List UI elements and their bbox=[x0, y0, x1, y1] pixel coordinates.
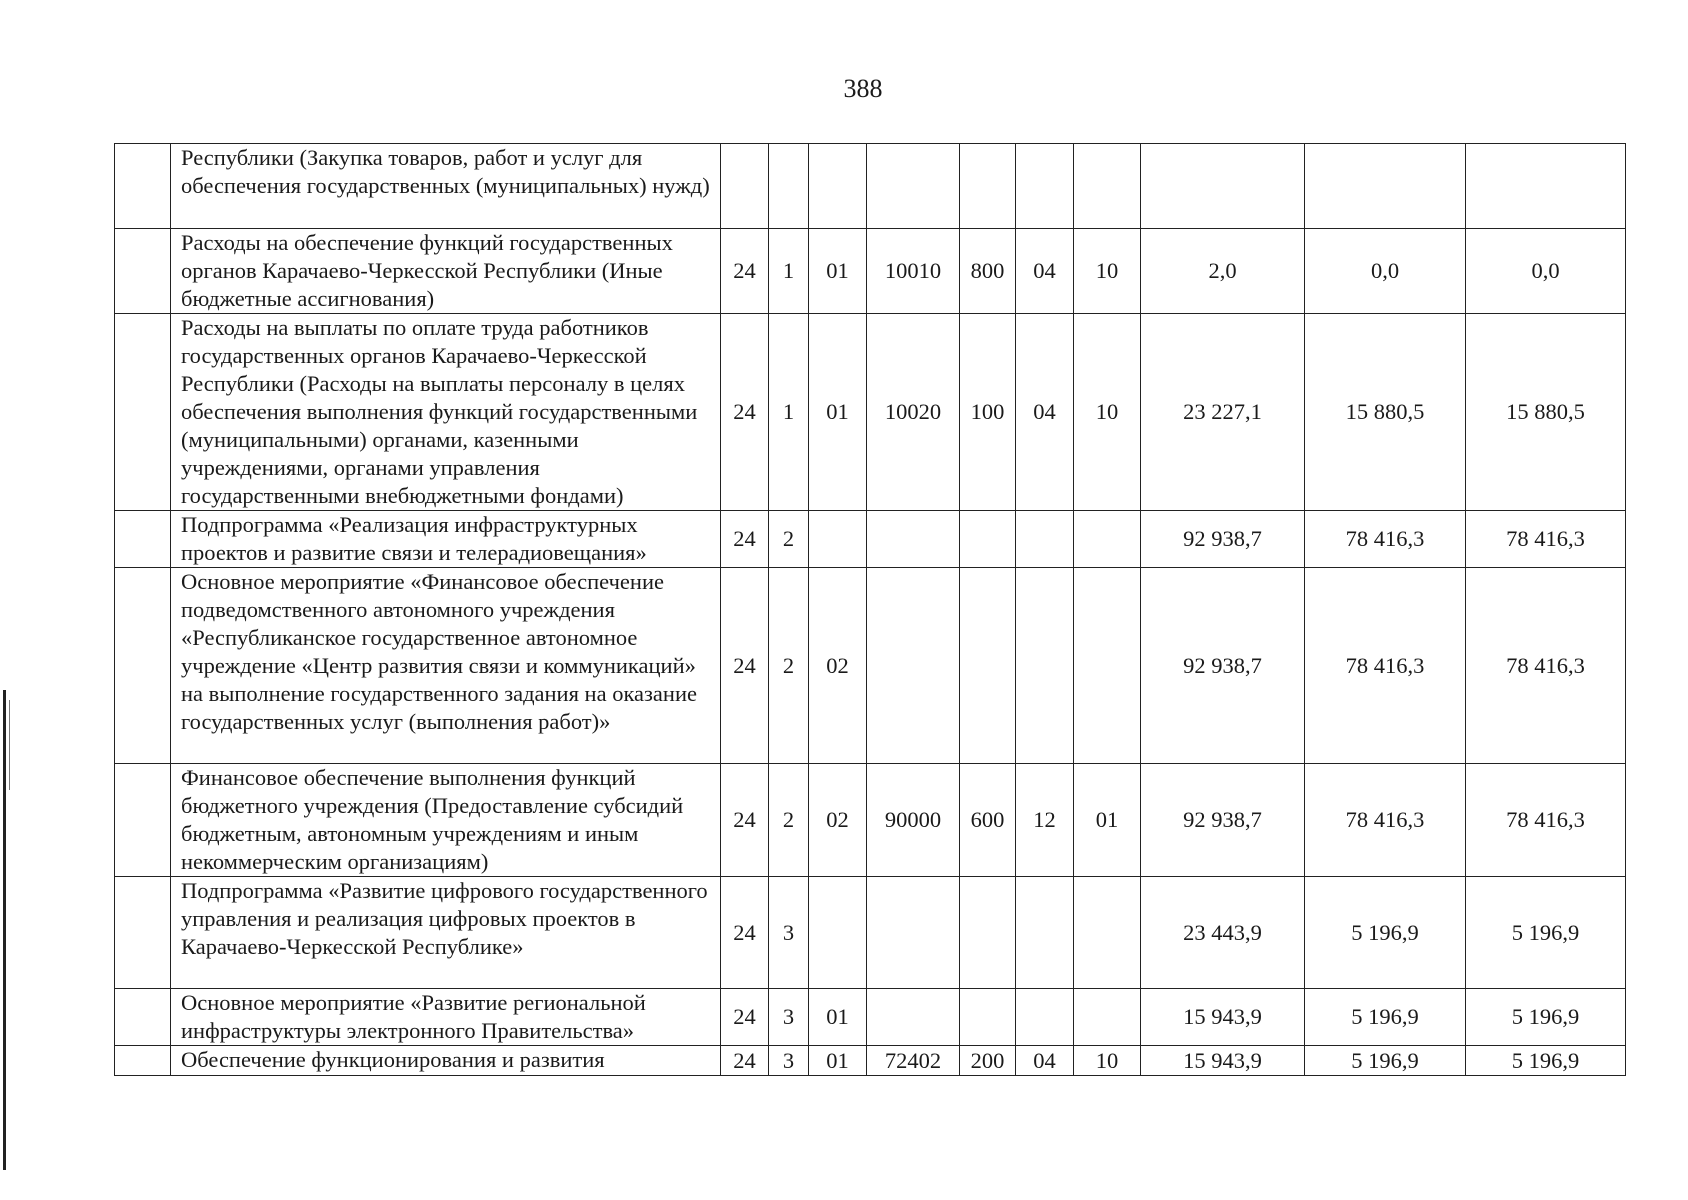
col-direction-code bbox=[867, 144, 960, 229]
col-amount-year1: 23 443,9 bbox=[1141, 877, 1305, 989]
col-subsection: 10 bbox=[1074, 229, 1141, 314]
col-section-code: 24 bbox=[721, 1046, 769, 1076]
col-amount-year3 bbox=[1466, 144, 1626, 229]
row-number-cell bbox=[115, 1046, 171, 1076]
col-expense-type bbox=[960, 877, 1016, 989]
col-chapter bbox=[1016, 568, 1074, 764]
col-subprogram-code: 3 bbox=[769, 989, 809, 1046]
col-section-code: 24 bbox=[721, 764, 769, 877]
col-direction-code bbox=[867, 568, 960, 764]
col-subprogram-code bbox=[769, 144, 809, 229]
col-direction-code bbox=[867, 511, 960, 568]
col-subprogram-code: 3 bbox=[769, 1046, 809, 1076]
col-expense-type bbox=[960, 568, 1016, 764]
col-amount-year3: 78 416,3 bbox=[1466, 568, 1626, 764]
col-amount-year2: 78 416,3 bbox=[1305, 568, 1466, 764]
col-amount-year3: 0,0 bbox=[1466, 229, 1626, 314]
col-amount-year1: 92 938,7 bbox=[1141, 511, 1305, 568]
col-section-code: 24 bbox=[721, 229, 769, 314]
row-number-cell bbox=[115, 314, 171, 511]
col-subprogram-code: 2 bbox=[769, 764, 809, 877]
col-event-code: 02 bbox=[809, 568, 867, 764]
col-expense-type: 600 bbox=[960, 764, 1016, 877]
table-row bbox=[115, 989, 1626, 1046]
col-amount-year2: 5 196,9 bbox=[1305, 877, 1466, 989]
col-event-code bbox=[809, 511, 867, 568]
col-amount-year3: 78 416,3 bbox=[1466, 511, 1626, 568]
col-amount-year2: 15 880,5 bbox=[1305, 314, 1466, 511]
col-subprogram-code: 2 bbox=[769, 568, 809, 764]
col-direction-code: 72402 bbox=[867, 1046, 960, 1076]
col-amount-year2 bbox=[1305, 144, 1466, 229]
scan-edge-mark-thin bbox=[9, 700, 10, 790]
col-amount-year1: 23 227,1 bbox=[1141, 314, 1305, 511]
col-chapter: 04 bbox=[1016, 1046, 1074, 1076]
col-direction-code: 10020 bbox=[867, 314, 960, 511]
col-event-code: 02 bbox=[809, 764, 867, 877]
row-number-cell bbox=[115, 989, 171, 1046]
col-expense-type bbox=[960, 989, 1016, 1046]
col-chapter: 12 bbox=[1016, 764, 1074, 877]
col-subprogram-code: 1 bbox=[769, 314, 809, 511]
col-subprogram-code: 3 bbox=[769, 877, 809, 989]
row-name-cell: Расходы на обеспечение функций государственных органов Карачаево-Черкесской Республики (Иные бюджетные ассигнования) bbox=[171, 229, 721, 314]
col-subsection bbox=[1074, 568, 1141, 764]
col-subsection bbox=[1074, 144, 1141, 229]
col-amount-year1: 2,0 bbox=[1141, 229, 1305, 314]
col-event-code bbox=[809, 877, 867, 989]
col-subsection: 01 bbox=[1074, 764, 1141, 877]
table-row bbox=[115, 144, 1626, 229]
col-subsection: 10 bbox=[1074, 1046, 1141, 1076]
col-amount-year1: 92 938,7 bbox=[1141, 568, 1305, 764]
col-chapter bbox=[1016, 144, 1074, 229]
page-number: 388 bbox=[843, 74, 883, 103]
col-direction-code bbox=[867, 877, 960, 989]
col-subsection bbox=[1074, 989, 1141, 1046]
col-subsection bbox=[1074, 511, 1141, 568]
col-chapter: 04 bbox=[1016, 314, 1074, 511]
table-row bbox=[115, 511, 1626, 568]
col-event-code bbox=[809, 144, 867, 229]
col-section-code: 24 bbox=[721, 989, 769, 1046]
col-expense-type bbox=[960, 144, 1016, 229]
row-name-cell: Республики (Закупка товаров, работ и услуг для обеспечения государственных (муниципальных) нужд) bbox=[171, 144, 721, 229]
col-amount-year1 bbox=[1141, 144, 1305, 229]
col-chapter: 04 bbox=[1016, 229, 1074, 314]
col-subsection: 10 bbox=[1074, 314, 1141, 511]
col-expense-type: 200 bbox=[960, 1046, 1016, 1076]
col-amount-year3: 15 880,5 bbox=[1466, 314, 1626, 511]
col-section-code: 24 bbox=[721, 511, 769, 568]
row-name-cell: Обеспечение функционирования и развития bbox=[171, 1046, 721, 1076]
col-event-code: 01 bbox=[809, 1046, 867, 1076]
col-amount-year2: 5 196,9 bbox=[1305, 1046, 1466, 1076]
col-subsection bbox=[1074, 877, 1141, 989]
row-number-cell bbox=[115, 568, 171, 764]
col-chapter bbox=[1016, 511, 1074, 568]
row-name-cell: Финансовое обеспечение выполнения функций бюджетного учреждения (Предоставление субсидий бюджетным, автономным учреждениям и иным некоммерческим организациям) bbox=[171, 764, 721, 877]
table-row bbox=[115, 877, 1626, 989]
col-amount-year2: 0,0 bbox=[1305, 229, 1466, 314]
table-row bbox=[115, 1046, 1626, 1076]
col-amount-year1: 15 943,9 bbox=[1141, 989, 1305, 1046]
col-section-code: 24 bbox=[721, 568, 769, 764]
col-section-code: 24 bbox=[721, 877, 769, 989]
col-amount-year3: 78 416,3 bbox=[1466, 764, 1626, 877]
col-amount-year3: 5 196,9 bbox=[1466, 1046, 1626, 1076]
row-name-cell: Основное мероприятие «Финансовое обеспечение подведомственного автономного учреждения «Республиканское государственное автономное учреждение «Центр развития связи и коммуникаций» на выполнение государственного задания на оказание государственных услуг (выполнения работ)» bbox=[171, 568, 721, 764]
table-row bbox=[115, 764, 1626, 877]
table-row bbox=[115, 229, 1626, 314]
col-direction-code: 90000 bbox=[867, 764, 960, 877]
row-number-cell bbox=[115, 144, 171, 229]
col-expense-type: 100 bbox=[960, 314, 1016, 511]
row-number-cell bbox=[115, 229, 171, 314]
col-expense-type bbox=[960, 511, 1016, 568]
col-amount-year2: 78 416,3 bbox=[1305, 511, 1466, 568]
row-name-cell: Подпрограмма «Развитие цифрового государственного управления и реализация цифровых проектов в Карачаево-Черкесской Республике» bbox=[171, 877, 721, 989]
row-number-cell bbox=[115, 511, 171, 568]
col-section-code: 24 bbox=[721, 314, 769, 511]
scan-edge-mark bbox=[3, 690, 6, 1170]
col-event-code: 01 bbox=[809, 314, 867, 511]
col-expense-type: 800 bbox=[960, 229, 1016, 314]
col-amount-year1: 92 938,7 bbox=[1141, 764, 1305, 877]
row-number-cell bbox=[115, 877, 171, 989]
col-amount-year2: 78 416,3 bbox=[1305, 764, 1466, 877]
col-amount-year3: 5 196,9 bbox=[1466, 989, 1626, 1046]
col-subprogram-code: 1 bbox=[769, 229, 809, 314]
col-chapter bbox=[1016, 877, 1074, 989]
table-row bbox=[115, 568, 1626, 764]
row-number-cell bbox=[115, 764, 171, 877]
row-name-cell: Подпрограмма «Реализация инфраструктурных проектов и развитие связи и телерадиовещания» bbox=[171, 511, 721, 568]
col-section-code bbox=[721, 144, 769, 229]
col-event-code: 01 bbox=[809, 989, 867, 1046]
col-amount-year3: 5 196,9 bbox=[1466, 877, 1626, 989]
col-event-code: 01 bbox=[809, 229, 867, 314]
budget-table bbox=[114, 143, 1626, 1076]
col-amount-year2: 5 196,9 bbox=[1305, 989, 1466, 1046]
col-chapter bbox=[1016, 989, 1074, 1046]
col-subprogram-code: 2 bbox=[769, 511, 809, 568]
col-direction-code bbox=[867, 989, 960, 1046]
table-row bbox=[115, 314, 1626, 511]
row-name-cell: Основное мероприятие «Развитие региональной инфраструктуры электронного Правительства» bbox=[171, 989, 721, 1046]
col-amount-year1: 15 943,9 bbox=[1141, 1046, 1305, 1076]
col-direction-code: 10010 bbox=[867, 229, 960, 314]
row-name-cell: Расходы на выплаты по оплате труда работников государственных органов Карачаево-Черкесской Республики (Расходы на выплаты персоналу в целях обеспечения выполнения функций государственными (муниципальными) органами, казенными учреждениями, органами управления государственными внебюджетными фондами) bbox=[171, 314, 721, 511]
